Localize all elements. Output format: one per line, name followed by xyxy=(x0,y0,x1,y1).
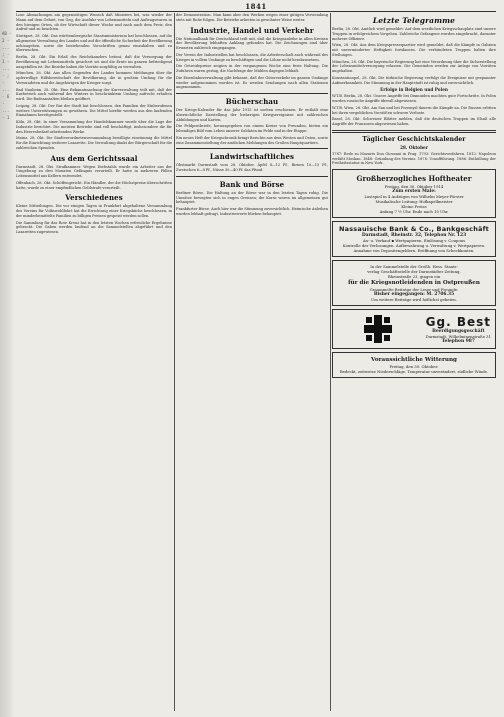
weather-box xyxy=(332,352,496,378)
article-paragraph: Kleine Mitteilungen. Die vor einigen Tagen in Frankfurt abgehaltene Versammlung des Vereins für Volkswohlfahrt hat die Errichtung einer Kriegsküche beschlossen, in der minderbemittelte Familien zu billigen Preisen gespeist werden sollen. xyxy=(16,204,172,218)
section-rule xyxy=(176,176,328,177)
collection-ad-line: verlag Geschäftsstelle der Darmstädter Zeitung, xyxy=(367,269,461,274)
section-headline: Letzte Telegramme xyxy=(372,16,456,25)
cross-icon xyxy=(364,315,392,343)
theater-ad xyxy=(332,169,496,218)
article-paragraph: Berliner Börse. Die Haltung an der Börse war in den letzten Tagen ruhig. Die Umsätze bewegten sich in engen Grenzen; die Kurse waren im allgemeinen gut behauptet. xyxy=(176,190,328,205)
column-divider xyxy=(174,13,175,711)
collection-ad xyxy=(332,260,496,306)
collection-ad-line: In der Sammelstelle der Großh. Hess. Staats- xyxy=(370,264,458,269)
undertaker-ad xyxy=(332,309,496,349)
undertaker-ad-line: Darmstadt, Wilhelminenstraße 31 xyxy=(425,333,491,339)
collection-ad-line: Um weitere Beiträge wird höflichst gebeten. xyxy=(371,297,457,302)
article-paragraph: Der Verein der Industriellen hat beschlossen, die Arbeiterschaft auch während des Krieges in vollem Umfange zu beschäftigen und die Löhne nicht herabzusetzen. xyxy=(176,52,328,62)
section-headline: Landwirtschaftliches xyxy=(209,152,295,162)
column-right xyxy=(332,13,496,713)
section-rule xyxy=(332,130,496,133)
calendar-date: 28. Oktober xyxy=(400,144,428,150)
theater-ad-line: Kleine Preise xyxy=(401,204,427,209)
article-paragraph: München, 28. Okt. Aus allen Gegenden des Landes kommen Meldungen über die opferwillige Hilfsbereitschaft der Bevölkerung, die in großem Umfang für die Verwundeten und die Angehörigen der Krieger sorgt. xyxy=(16,71,172,85)
bank-ad-line: Annahme von Depositengeldern. Eröffnung von Scheckkonten. xyxy=(353,248,475,253)
sub-headline: Erfolge in Belgien und Polen xyxy=(380,87,448,93)
collection-ad-title: für die Kriegsnotleidenden in Ostpreußen xyxy=(348,280,480,286)
telegram-paragraph: Basel, 28. Okt. Schweizer Blätter melden, daß die deutschen Truppen im Elsaß alle Angriffe der Franzosen abgewiesen haben. xyxy=(332,117,496,126)
calendar-text: 1787: Rede zu Mozarts Don Giovanni in Prag. 1793: Gerichtsverfahren. 1812: Napoleon verläßt Moskau. 1848: Gründung des Vereins. 1878: Uraufführung. 1886: Enthüllung der Freiheitsstatue in New York. xyxy=(332,151,496,166)
telegram-paragraph: W.T.B. Wien, 28. Okt. Am San und bei Przemysl dauern die Kämpfe an. Die Russen erlitten bei ihren vergeblichen Vorstößen schwere Verluste. xyxy=(332,105,496,115)
article-paragraph: Frankfurter Börse. Auch hier war die Stimmung zuversichtlich. Heimische Anleihen wurden lebhaft gefragt, Industriewerte blieben behauptet. xyxy=(176,207,328,216)
section-headline: Bank und Börse xyxy=(219,179,285,189)
article-paragraph: Leipzig, 28. Okt. Der Rat der Stadt hat beschlossen, den Familien der Einberufenen weitere Unterstützungen zu gewähren. Die Mittel hierfür werden aus den laufenden Einnahmen bereitgestellt. xyxy=(16,103,172,118)
section-headline: Industrie, Handel und Verkehr xyxy=(190,25,314,35)
article-paragraph: Obstmarkt Darmstadt vom 28. Oktober. Äpfel 8—12 Pf., Birnen 10—15 Pf., Zwetschen 6—8 Pf., Nüsse 30—40 Pf. das Pfund. xyxy=(176,163,328,172)
article-paragraph: Stuttgart, 28. Okt. Das württembergische Staatsministerium hat beschlossen, auf die allgemeine Verwaltung des Landes und auf die öffentliche Sicherheit der Bevölkerung achtzugeben, sowie die bestehenden Vorschriften genau einzuhalten und zu überwachen. xyxy=(16,34,172,53)
article-paragraph: Die Getreidepreise zeigten in der vergangenen Woche eine feste Haltung. Die Zufuhren waren gering, die Nachfrage der Mühlen dagegen lebhaft. xyxy=(176,64,328,73)
section-headline: Verschiedenes xyxy=(65,193,123,203)
article-paragraph: Offenbach, 28. Okt. Schöffengericht. Ein Händler, der die Höchstpreise überschritten hatte, wurde zu einer empfindlichen Geldstrafe verurteilt. xyxy=(16,180,172,190)
telegram-paragraph: W.T.B. Berlin, 28. Okt. Unsere Angriffe bei Dixmuiden machten gute Fortschritte. In Polen wurden russische Angriffe überall abgewiesen. xyxy=(332,94,496,103)
column-left xyxy=(16,13,172,713)
bank-ad xyxy=(332,221,496,257)
collection-ad-line: Gesammelte Beiträge der Leser und Freunde: xyxy=(369,287,459,292)
theater-ad-title: Großherzogliches Hoftheater xyxy=(356,174,472,183)
article-paragraph: Die Nationalbank für Deutschland teilt mit, daß die Kriegsanleihe in allen Kreisen der Bevölkerung lebhaften Anklang gefunden hat. Die Zeichnungen sind über Erwarten zahlreich eingegangen. xyxy=(176,36,328,50)
collection-ad-line: Bisher eingegangen: M. 2706.35 xyxy=(373,292,455,297)
theater-ad-line: Lustspiel in 4 Aufzügen von Wilhelm Meyer-Förster xyxy=(364,194,464,199)
article-paragraph: Mainz, 28. Okt. Die Stadtverordnetenversammlung bewilligte einstimmig die Mittel für die Einrichtung weiterer Lazarette. Die Verwaltung dankt der Bürgerschaft für die zahlreichen Spenden. xyxy=(16,136,172,150)
article-paragraph: Köln, 28. Okt. In einer Versammlung der Handelskammer wurde über die Lage der Industrie berichtet. Die meisten Betriebe sind voll beschäftigt, insbesondere die für den Heeresbedarf arbeitenden Werke. xyxy=(16,120,172,134)
calendar-title: Täglicher Geschichtskalender xyxy=(362,135,466,143)
bank-ad-line: Darmstadt, Rheinstr. 32, Telephon Nr. 123 xyxy=(361,233,467,238)
article-paragraph: Berlin, 28. Okt. Ein Erlaß des Reichskanzlers betont, daß die Versorgung der Bevölkerung mit Lebensmitteln gesichert sei und die Ernte im ganzen befriedigend ausgefallen ist. Die Bezirke haben die Vorräte sorgfältig zu verwalten. xyxy=(16,55,172,69)
article-paragraph: Lose Abmachungen am gegenseitigen Wunsch daß Ministers bei, was wieder der Mann auf dem Gebiet, von Geg, die Ausfuhr von Lebensmitteln und Auftragswaren in den hiesigen Orten, ob der Wirtschaft dieser Woche und nach nach dem Preis, den Aufruf und zu beachten. xyxy=(16,13,172,32)
theater-ad-line: Musikalische Leitung: Hofkapellmeister xyxy=(375,199,453,204)
weather-line: Bedeckt, zeitweise Niederschläge, Temperatur unverändert, südliche Winde. xyxy=(339,369,489,374)
undertaker-ad-logo: Gg. Best xyxy=(425,314,491,329)
margin-marks: AB · 2 · ... ; · 1 · ... · ; · ... · 6 · ... · 1 xyxy=(2,31,12,120)
collection-ad-line: Rheinstraße 23, gingen ein xyxy=(387,274,441,279)
article-paragraph: Die Feldpostbriefe, herausgegeben von einem Kreise von Freunden, bieten ein lebendiges Bild vom Leben unserer Soldaten im Felde und in der Etappe. xyxy=(176,124,328,133)
top-rule xyxy=(16,11,496,12)
telegram-paragraph: Konstantinopel, 28. Okt. Die türkische Regierung verfolgt die Ereignisse mit gespannter Aufmerksamkeit. Die Stimmung in der Hauptstadt ist ruhig und zuversichtlich. xyxy=(332,75,496,85)
article-paragraph: Ein neues Heft der Kriegschronik bringt Berichte aus dem Westen und Osten, sowie eine Zusammenstellung der amtlichen Meldungen des Großen Hauptquartiers. xyxy=(176,135,328,145)
section-headline: Bücherschau xyxy=(225,97,279,106)
article-paragraph: Die Eisenbahnverwaltung gibt bekannt, daß der Güterverkehr im ganzen Umfange wieder aufgenommen worden ist. Es werden Sendungen nach allen Stationen angenommen. xyxy=(176,75,328,90)
column-middle xyxy=(176,13,328,713)
weather-line: Freitag, den 30. Oktober: xyxy=(389,364,439,369)
theater-ad-line: Zum ersten Male: xyxy=(392,189,436,194)
article-paragraph: Der Kriegs-Kalender für das Jahr 1915 ist soeben erschienen. Er enthält eine übersichtliche Darstellung der bisherigen Kriegsereignisse mit zahlreichen Abbildungen und Karten. xyxy=(176,108,328,122)
article-paragraph: Darmstadt, 28. Okt. Strafkammer. Wegen Diebstahls wurde ein Arbeiter aus der Umgebung zu drei Monaten Gefängnis verurteilt. Er hatte in mehreren Fällen Lebensmittel aus Kellern entwendet. xyxy=(16,164,172,178)
column-divider xyxy=(330,13,331,711)
bank-ad-line: An- u. Verkauf ▪ Wertpapieren. Einlösung v. Coupons xyxy=(362,238,466,243)
weather-title: Voraussichtliche Witterung xyxy=(371,357,457,363)
section-rule xyxy=(176,148,328,149)
section-headline: Aus dem Gerichtssaal xyxy=(50,153,138,163)
theater-ad-line: Anfang 7 ½ Uhr. Ende nach 10 Uhr. xyxy=(379,209,449,214)
undertaker-ad-line: Beerdigungsgeschäft xyxy=(432,328,485,334)
theater-ad-line: Freitag, den 30. Oktober 1914 xyxy=(384,184,444,189)
undertaker-ad-line: Telephon 987 xyxy=(441,338,475,344)
article-paragraph: der Demonstration. Man kann aber den Werken wegen einer gütigen Verwendung stets mit Ruhe folgen. Die Betriebe arbeiten in gewohnter Weise weiter. xyxy=(176,13,328,22)
page-binding-edge xyxy=(0,0,14,717)
telegram-paragraph: Wien, 28. Okt. Aus dem Kriegspressequartier wird gemeldet, daß die Kämpfe in Galizien mit unverminderter Heftigkeit fortdauern. Die verbündeten Truppen halten ihre Stellungen. xyxy=(332,43,496,57)
article-paragraph: Bad Nauheim, 28. Okt. Eine Bekanntmachung der Kurverwaltung teilt mit, daß der Kurbetrieb auch während des Winters in beschränktem Umfang aufrecht erhalten wird. Die Badeanstalten bleiben geöffnet. xyxy=(16,87,172,101)
bank-ad-line: Kontrolle der Verlosungen. Aufbewahrung u. Verwaltung v. Wertpapieren. xyxy=(342,243,486,248)
article-paragraph: Die Sammlung für das Rote Kreuz hat in den letzten Wochen erfreuliche Ergebnisse gebracht. Die Gaben werden laufend an die Sammelstellen abgeführt und den Lazaretten zugewiesen. xyxy=(16,220,172,234)
section-rule xyxy=(176,93,328,94)
telegram-paragraph: München, 28. Okt. Die bayerische Regierung hat eine Verordnung über die Sicherstellung der Lebensmittelversorgung erlassen. Die Gemeinden werden zur Anlage von Vorräten angehalten. xyxy=(332,59,496,73)
telegram-paragraph: Berlin, 28. Okt. Amtlich wird gemeldet: Auf dem westlichen Kriegsschauplatz sind unsere Truppen in erfolgreichem Vorgehen. Zahlreiche Gefangene wurden eingebracht, darunter mehrere Offiziere. xyxy=(332,27,496,41)
page-number: 1841 xyxy=(245,2,267,11)
bank-ad-title: Nassauische Bank & Co., Bankgeschäft xyxy=(339,225,489,233)
